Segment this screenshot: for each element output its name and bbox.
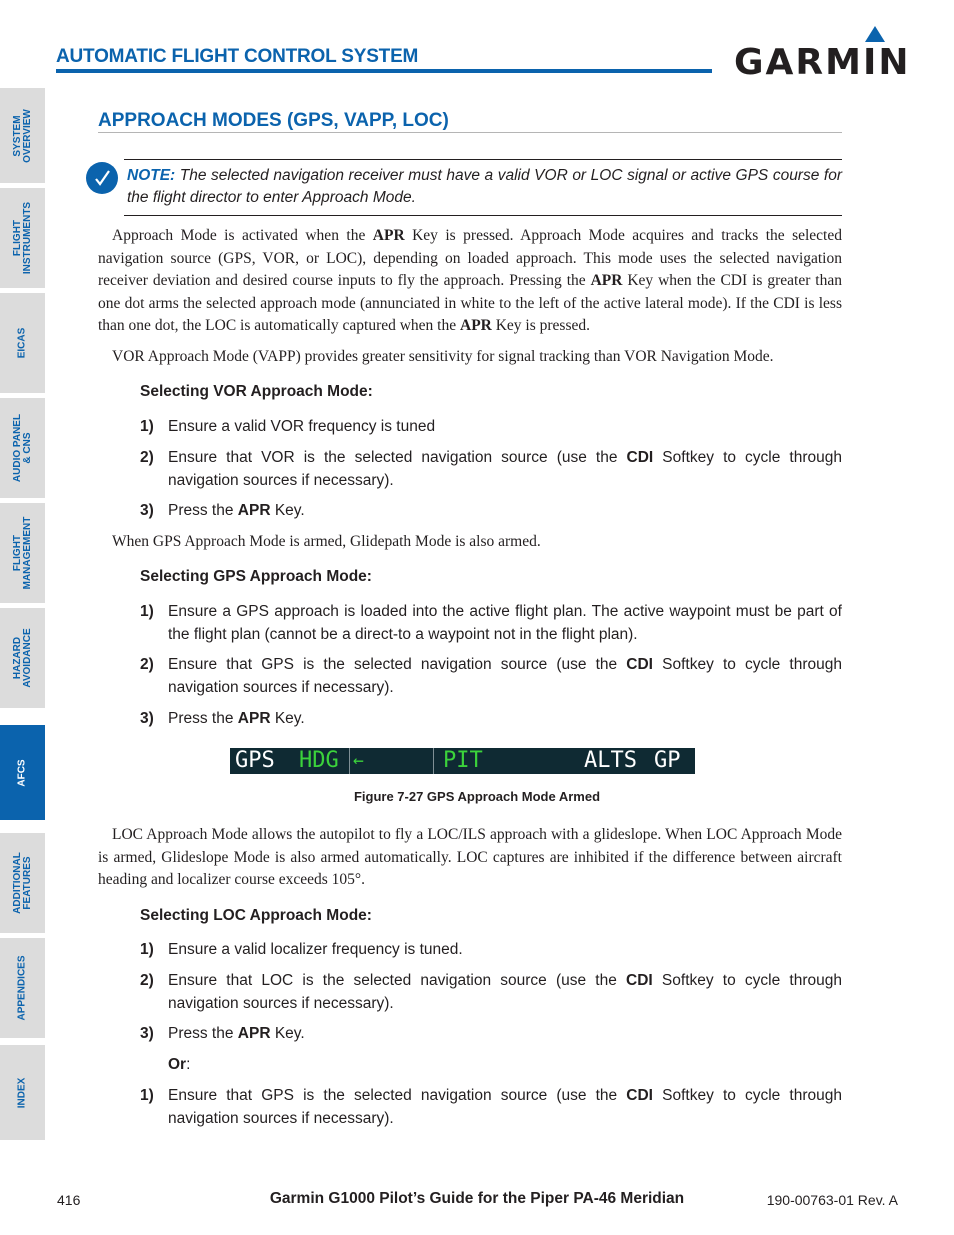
section-heading: APPROACH MODES (GPS, VAPP, LOC) [98,110,449,131]
afcs-mode-annunciator [230,748,695,774]
annunciator-divider [433,748,434,774]
key-name: CDI [626,449,654,466]
step-number: 3) [140,710,154,727]
text: : [186,1056,191,1073]
tab-system-overview[interactable] [0,88,45,183]
step-text [168,500,842,523]
tab-text: FLIGHT MANAGEMENT [11,516,33,590]
key-name: APR [372,227,405,244]
text: Ensure that LOC is the selected navigation source (use the [168,972,627,989]
paragraph-vapp: VOR Approach Mode (VAPP) provides greater sensitivity for signal tracking than VOR Navigation Mode. [112,348,774,365]
text: Approach Mode is activated when the [112,227,373,244]
step-number: 1) [140,603,154,620]
text: Ensure that GPS is the selected navigation source (use the [168,656,627,673]
left-arrow-icon: ← [353,750,364,771]
text: Press the [168,502,238,519]
tab-additional-features[interactable] [0,833,45,933]
armed-vertical-mode-gp: GP [654,748,681,773]
tab-text: HAZARD AVOIDANCE [11,628,33,688]
footer-title: Garmin G1000 Pilot’s Guide for the Piper PA-46 Meridian [269,1190,685,1207]
tab-text: AFCS [16,758,28,787]
text: Softkey to cycle through navigation sources if necessary). [168,972,842,1012]
note-body: The selected navigation receiver must have a valid VOR or LOC signal or active GPS course for the flight director to enter Approach Mode. [127,167,842,206]
tab-text: EICAS [16,327,28,359]
text: Ensure that GPS is the selected navigation source (use the [168,1087,627,1104]
text: Key is pressed. [491,317,591,334]
or-label: Or [168,1056,187,1073]
step-text: Ensure a valid VOR frequency is tuned [168,418,436,435]
text: Key is pressed. Approach Mode acquires and tracks the selected navigation source (GPS, VOR, or LOC), depending on loaded approach. This mode uses the selected navigation receiver deviation and desired course inputs to fly the approach. Pressing the [98,227,842,289]
step-number: 1) [140,418,154,435]
text: Press the [168,1025,238,1042]
tab-text: APPENDICES [16,955,28,1021]
tab-index[interactable] [0,1045,45,1140]
key-name: APR [237,710,271,727]
procedure-title-loc: Selecting LOC Approach Mode: [140,907,372,924]
tab-hazard-avoidance[interactable] [0,608,45,708]
tab-label [13,845,33,921]
step-number: 3) [140,1025,154,1042]
key-name: APR [590,272,623,289]
heading-rule [98,132,842,133]
text: Key. [270,710,305,727]
section-header-title: AUTOMATIC FLIGHT CONTROL SYSTEM [56,46,419,67]
header-rule [56,69,712,73]
note-rule-top [124,159,842,160]
active-lateral-mode: HDG [299,748,339,773]
step-number: 1) [140,1087,154,1104]
tab-label [13,513,33,593]
tab-label [17,759,27,786]
annunciator-divider [349,748,350,774]
garmin-triangle-icon [865,26,885,42]
text: Key when the CDI is greater than one dot arms the selected approach mode (annunciated in white to the left of the active lateral mode). If the CDI is less than one dot, the LOC is automatically captured when the [98,272,842,334]
tab-flight-management[interactable] [0,503,45,603]
key-name: CDI [626,656,653,673]
tab-label [13,198,33,278]
step-text [168,708,842,731]
tab-text: SYSTEM OVERVIEW [11,108,33,163]
key-name: APR [237,502,271,519]
text: Key. [270,1025,305,1042]
step-text [168,970,842,1015]
text: Key. [270,502,305,519]
step-number: 2) [140,449,154,466]
tab-text: AUDIO PANEL & CNS [11,413,33,483]
text: Ensure that VOR is the selected navigation source (use the [168,449,627,466]
tab-eicas[interactable] [0,293,45,393]
text: Softkey to cycle through navigation sources if necessary). [168,1087,842,1127]
tab-text: INDEX [16,1077,28,1108]
tab-label [13,413,33,483]
step-text: Ensure a GPS approach is loaded into the active flight plan. The active waypoint must be part of the flight plan (cannot be a direct-to a waypoint not in the flight plan). [168,603,842,643]
note-label: NOTE: [127,167,176,184]
page-number: 416 [57,1192,81,1208]
paragraph-approach-mode [98,225,842,338]
step-text [168,1023,842,1046]
garmin-logo [734,26,911,83]
tab-label [13,106,33,166]
figure-caption: Figure 7-27 GPS Approach Mode Armed [353,789,601,804]
paragraph-glidepath: When GPS Approach Mode is armed, Glidepath Mode is also armed. [112,533,541,550]
tab-text: ADDITIONAL FEATURES [11,852,33,914]
step-text [168,654,842,699]
active-vertical-mode: PIT [443,748,483,773]
step-text [168,447,842,492]
tab-flight-instruments[interactable] [0,188,45,288]
garmin-logo-text: GARMIN [734,42,911,83]
key-name: CDI [626,972,653,989]
tab-appendices[interactable] [0,938,45,1038]
key-name: CDI [626,1087,653,1104]
document-number: 190-00763-01 Rev. A [766,1192,898,1208]
tab-label [18,328,28,359]
note-text [127,165,842,209]
tab-label [18,955,28,1020]
step-number: 3) [140,502,154,519]
armed-lateral-mode: GPS [235,748,275,773]
note-rule-bottom [124,215,842,216]
text: Softkey to cycle through navigation sources if necessary). [168,656,842,696]
key-name: APR [460,317,492,334]
procedure-title-gps: Selecting GPS Approach Mode: [140,568,372,585]
tab-label [18,1077,28,1108]
step-text: Ensure a valid localizer frequency is tuned. [168,941,463,958]
armed-vertical-mode-alts: ALTS [584,748,637,773]
or-text [168,1054,842,1077]
step-number: 2) [140,972,154,989]
step-text [168,1085,842,1130]
key-name: APR [237,1025,271,1042]
step-number: 1) [140,941,154,958]
tab-afcs[interactable] [0,725,45,820]
note-pencil-icon [86,162,118,194]
tab-text: FLIGHT INSTRUMENTS [11,201,33,275]
procedure-title-vor: Selecting VOR Approach Mode: [140,383,373,400]
paragraph-loc-approach: LOC Approach Mode allows the autopilot to fly a LOC/ILS approach with a glideslope. When LOC Approach Mode is armed, Glideslope Mode is also armed automatically. LOC captures are inhibited if the difference between aircraft heading and localizer course exceeds 105°. [98,826,842,888]
tab-label [13,622,33,694]
step-number: 2) [140,656,154,673]
tab-audio-panel-cns[interactable] [0,398,45,498]
text: Softkey to cycle through navigation sources if necessary). [168,449,843,489]
text: Press the [168,710,238,727]
